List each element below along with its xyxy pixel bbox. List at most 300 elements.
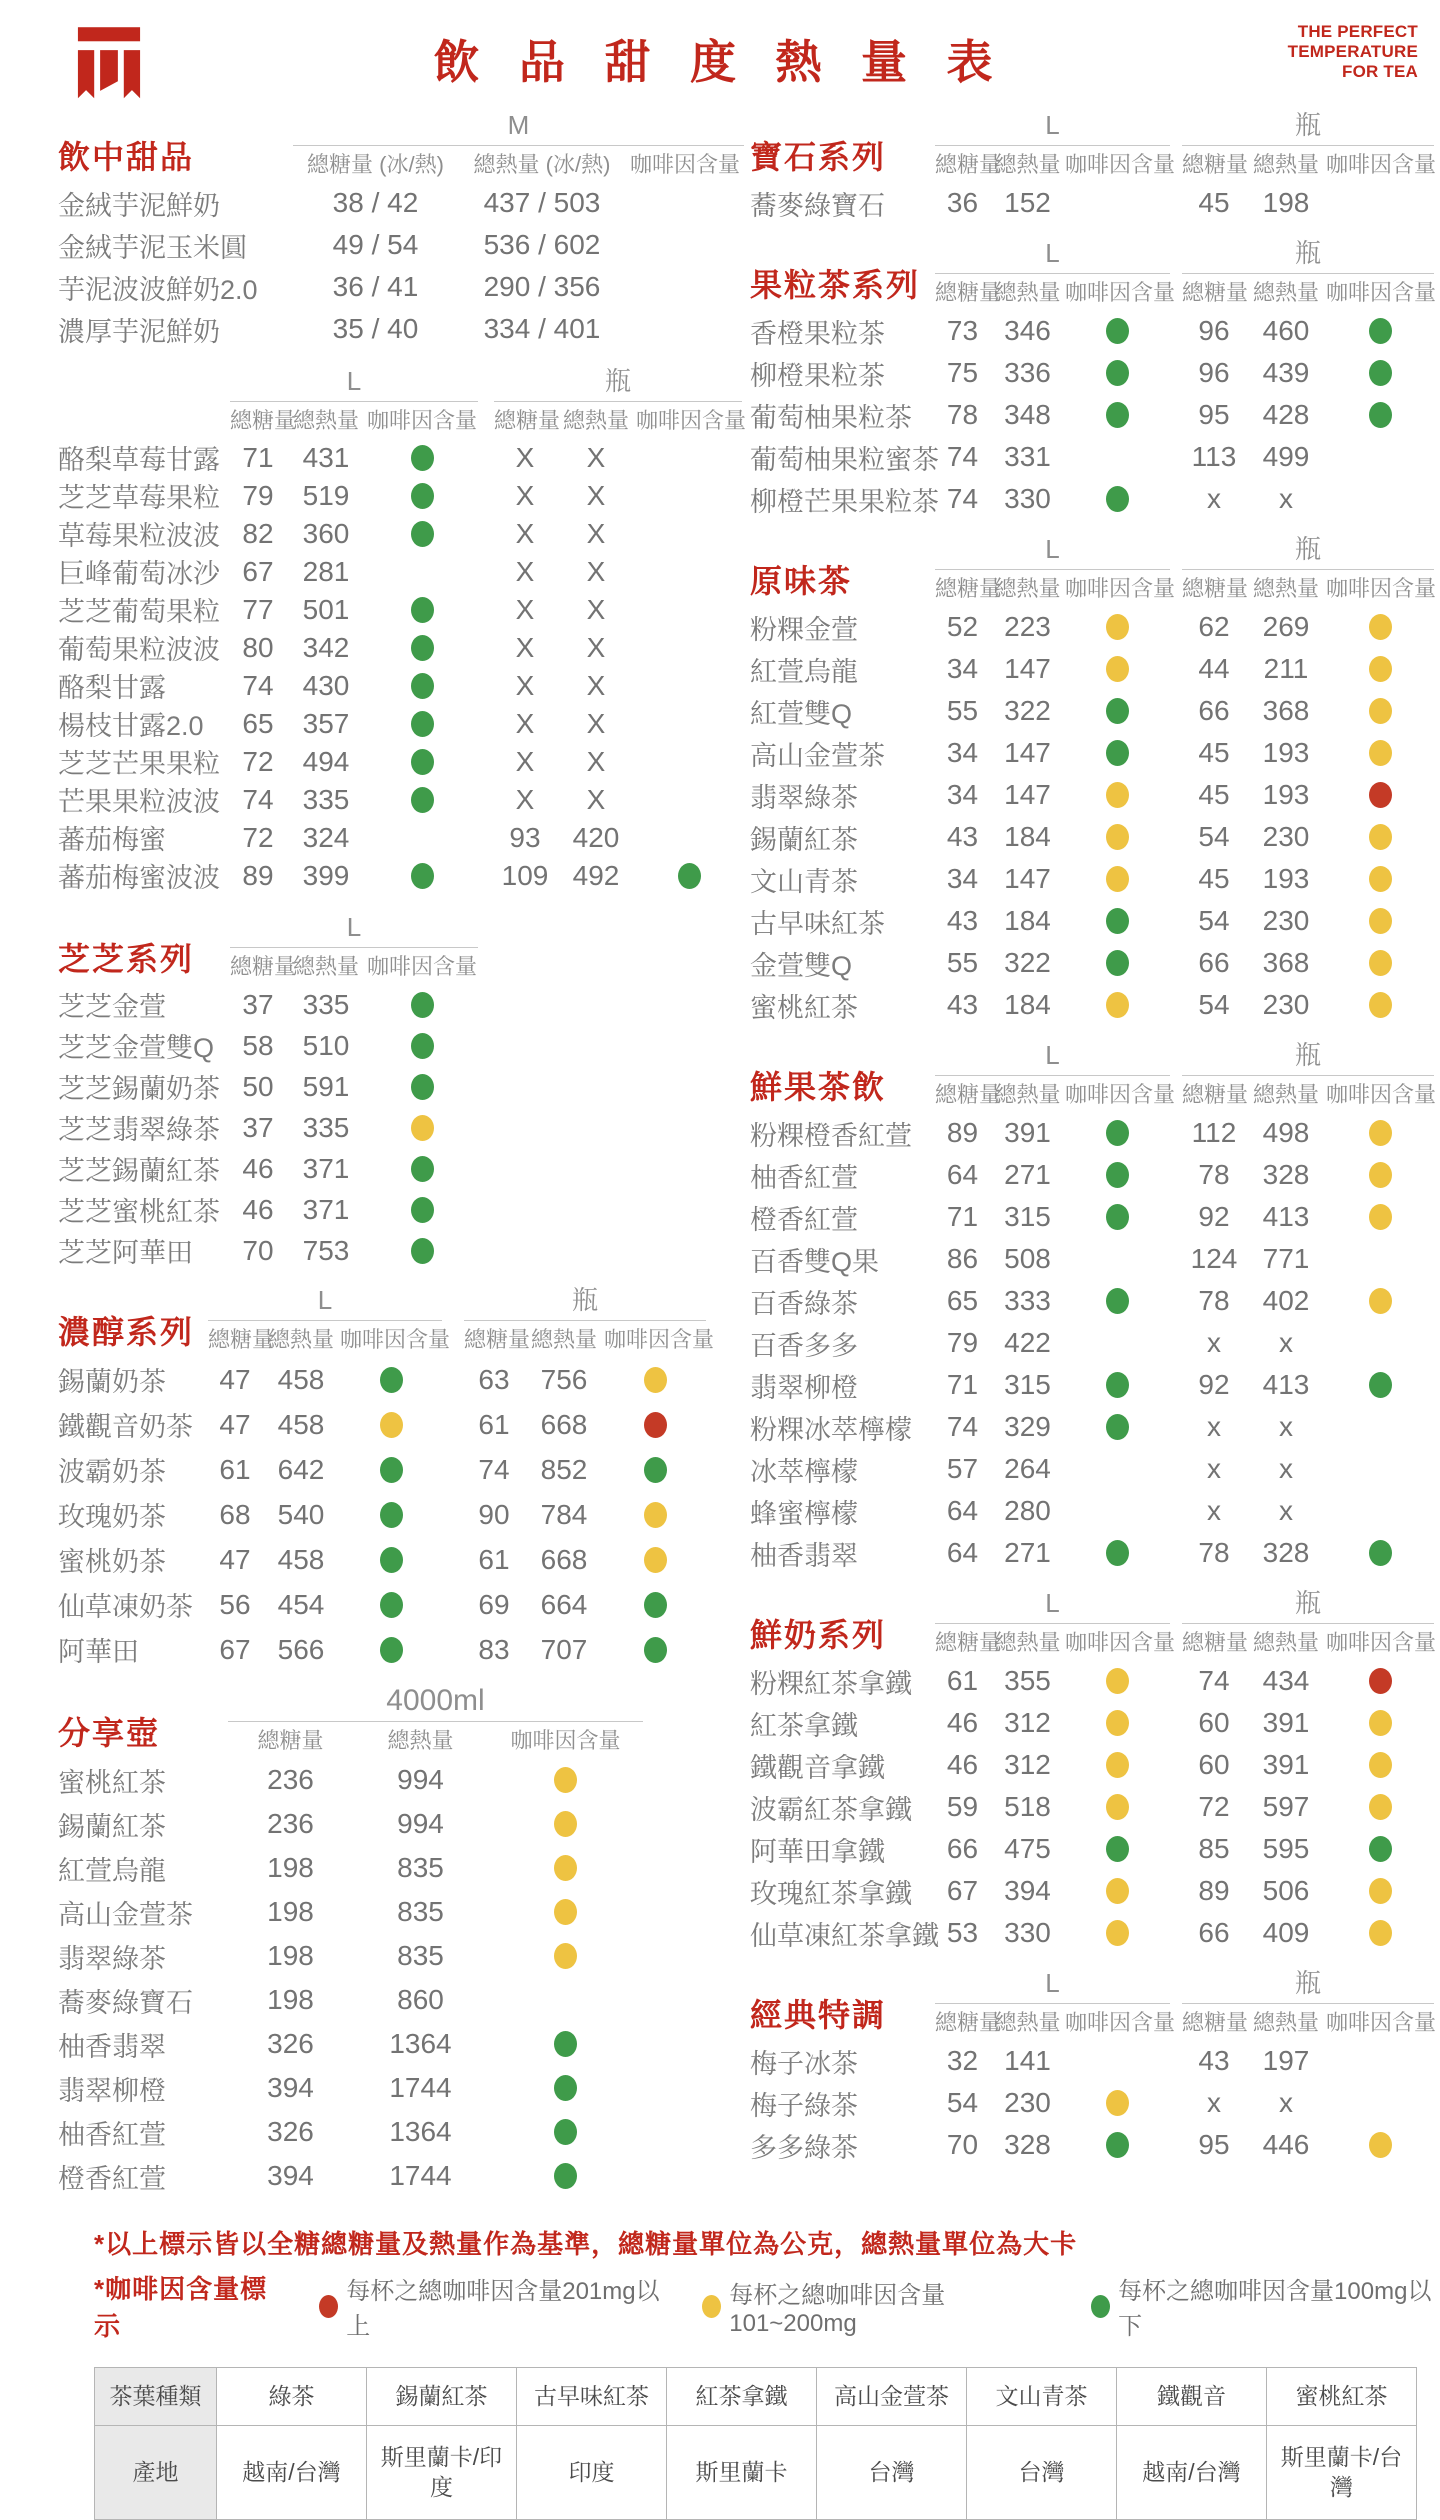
sugar-value: 54 xyxy=(1198,821,1230,852)
caffeine-cell xyxy=(366,483,478,509)
caffeine-cell xyxy=(1326,1120,1434,1146)
column-header: 總熱量 xyxy=(1252,1630,1319,1655)
item-name: 鐵觀音奶茶 xyxy=(58,1412,193,1442)
calorie-value: 330 xyxy=(1004,483,1051,514)
calorie-value: 391 xyxy=(1004,1117,1051,1148)
caffeine-cell xyxy=(366,1033,478,1059)
caffeine-dot-green xyxy=(1106,402,1129,428)
sugar-value: 86 xyxy=(946,1243,979,1274)
item-name: 酪梨草莓甘露 xyxy=(58,445,220,475)
sugar-value: 67 xyxy=(242,555,274,587)
caffeine-dot-red xyxy=(644,1412,667,1438)
caffeine-dot-red xyxy=(1369,782,1392,808)
caffeine-dot-green xyxy=(1106,360,1129,386)
calorie-value: 1364 xyxy=(389,2028,452,2059)
calorie-value: 290 / 356 xyxy=(483,271,601,302)
caffeine-cell xyxy=(1065,782,1170,808)
sugar-value: 64 xyxy=(946,1159,979,1190)
caffeine-cell xyxy=(636,863,742,889)
column-header: 咖啡因含量 xyxy=(629,152,740,177)
column-header: 咖啡因含量 xyxy=(510,1728,621,1753)
caffeine-cell xyxy=(366,445,478,471)
legend-text: 每杯之總咖啡因含量100mg以下 xyxy=(1118,2278,1432,2340)
tea-type-cell: 高山金萱茶 xyxy=(817,2368,967,2426)
caffeine-cell xyxy=(340,1412,442,1438)
calorie-value: X xyxy=(586,441,606,473)
page-header xyxy=(0,0,1440,108)
item-name: 金萱雙Q xyxy=(750,950,853,981)
calorie-value: 458 xyxy=(277,1408,325,1440)
size-label: M xyxy=(293,108,744,146)
size-label: 瓶 xyxy=(1182,532,1434,570)
size-label: L xyxy=(935,532,1170,570)
caffeine-dot-yellow xyxy=(554,1855,577,1881)
item-name: 巨峰葡萄冰沙 xyxy=(58,559,220,589)
menu-item-row xyxy=(58,1890,750,1934)
caffeine-cell xyxy=(1326,1710,1434,1736)
caffeine-dot-yellow xyxy=(644,1367,667,1393)
menu-item-row xyxy=(750,1786,1440,1828)
menu-item-row xyxy=(58,182,750,224)
caffeine-cell xyxy=(366,1238,478,1264)
caffeine-dot-yellow xyxy=(1369,740,1392,766)
column-header: 總糖量 xyxy=(257,1728,324,1753)
caffeine-cell xyxy=(340,1457,442,1483)
calorie-value: 771 xyxy=(1262,1243,1310,1274)
size-label: 4000ml xyxy=(228,1684,643,1722)
caffeine-cell xyxy=(488,2075,643,2101)
calorie-value: 428 xyxy=(1262,399,1310,430)
calorie-value: 147 xyxy=(1004,737,1051,768)
caffeine-dot-green xyxy=(380,1547,403,1573)
caffeine-dot-yellow xyxy=(380,1412,403,1438)
sugar-value: 65 xyxy=(242,707,274,739)
menu-item-row xyxy=(58,1582,750,1627)
caffeine-dot-yellow xyxy=(1369,824,1392,850)
caffeine-cell xyxy=(1065,950,1170,976)
sugar-value: 236 xyxy=(267,1764,314,1795)
calorie-value: 371 xyxy=(302,1193,350,1225)
item-name: 葡萄柚果粒蜜茶 xyxy=(750,444,939,475)
sugar-value: 52 xyxy=(946,611,979,642)
sugar-value: 54 xyxy=(1198,905,1230,936)
item-name: 玫瑰奶茶 xyxy=(58,1502,166,1532)
menu-item-row xyxy=(58,818,750,856)
item-name: 波霸奶茶 xyxy=(58,1457,166,1487)
origin-cell: 斯里蘭卡/台灣 xyxy=(1267,2426,1417,2520)
caffeine-cell xyxy=(1065,740,1170,766)
sugar-value: 113 xyxy=(1191,441,1237,472)
column-header: 總熱量 xyxy=(1252,576,1319,601)
item-name: 蜜桃紅茶 xyxy=(58,1767,166,1798)
calorie-value: 280 xyxy=(1004,1495,1051,1526)
tea-type-cell: 文山青茶 xyxy=(967,2368,1117,2426)
sugar-value: 66 xyxy=(1198,947,1230,978)
calorie-value: 271 xyxy=(1004,1537,1051,1568)
right-column xyxy=(750,108,1440,2210)
menu-item-row xyxy=(58,1447,750,1492)
item-name: 仙草凍奶茶 xyxy=(58,1592,193,1622)
column-header: 咖啡因含量 xyxy=(1065,576,1176,601)
calorie-value: x xyxy=(1279,2087,1293,2118)
sugar-value: 236 xyxy=(267,1808,314,1839)
sugar-value: x xyxy=(1207,1411,1221,1442)
calorie-value: 994 xyxy=(397,1764,444,1795)
calorie-value: 994 xyxy=(397,1808,444,1839)
sugar-value: 198 xyxy=(267,1940,314,1971)
legend-dot-yellow xyxy=(702,2295,721,2318)
caffeine-dot-green xyxy=(644,1637,667,1663)
sugar-value: 62 xyxy=(1198,611,1230,642)
calorie-value: 519 xyxy=(302,479,350,511)
calorie-value: 420 xyxy=(572,821,620,853)
column-header: 總熱量 xyxy=(994,576,1061,601)
calorie-value: 360 xyxy=(302,517,350,549)
item-name: 金絨芋泥玉米圓 xyxy=(58,232,247,263)
sugar-value: 36 / 41 xyxy=(332,271,419,302)
caffeine-dot-green xyxy=(411,749,434,775)
column-header: 總熱量 xyxy=(387,1728,454,1753)
caffeine-cell xyxy=(1065,1836,1170,1862)
caffeine-dot-green xyxy=(1106,1288,1129,1314)
sugar-value: 54 xyxy=(1198,989,1230,1020)
size-label: 瓶 xyxy=(464,1283,706,1321)
sugar-value: 198 xyxy=(267,1896,314,1927)
tea-type-cell: 蜜桃紅茶 xyxy=(1267,2368,1417,2426)
calorie-value: 184 xyxy=(1004,821,1051,852)
caffeine-cell xyxy=(366,597,478,623)
calorie-value: 431 xyxy=(302,441,350,473)
calorie-value: 784 xyxy=(540,1498,588,1530)
caffeine-cell xyxy=(488,2119,643,2145)
caffeine-dot-green xyxy=(411,1074,434,1100)
column-header: 總糖量 xyxy=(935,152,1002,177)
caffeine-dot-green xyxy=(554,2031,577,2057)
calorie-value: 458 xyxy=(277,1363,325,1395)
section-title: 芝芝系列 xyxy=(58,941,195,977)
sugar-value: 74 xyxy=(242,669,274,701)
calorie-value: 506 xyxy=(1262,1875,1310,1906)
calorie-value: X xyxy=(586,745,606,777)
caffeine-cell xyxy=(366,711,478,737)
column-header: 總熱量 xyxy=(292,408,359,433)
caffeine-cell xyxy=(366,635,478,661)
caffeine-dot-yellow xyxy=(1369,1794,1392,1820)
column-header: 總糖量 xyxy=(935,576,1002,601)
sugar-value: 90 xyxy=(478,1498,510,1530)
calorie-value: 494 xyxy=(302,745,350,777)
calorie-value: 413 xyxy=(1262,1201,1310,1232)
calorie-value: 707 xyxy=(540,1633,588,1665)
caffeine-dot-green xyxy=(411,521,434,547)
sugar-value: 37 xyxy=(242,988,274,1020)
sugar-value: 50 xyxy=(242,1070,274,1102)
caffeine-dot-yellow xyxy=(644,1502,667,1528)
calorie-value: 330 xyxy=(1004,1917,1051,1948)
caffeine-cell xyxy=(1326,1836,1434,1862)
sugar-value: 74 xyxy=(1198,1665,1230,1696)
caffeine-cell xyxy=(1326,1920,1434,1946)
caffeine-dot-yellow xyxy=(1369,1878,1392,1904)
calorie-value: 334 / 401 xyxy=(483,313,601,344)
menu-item-row xyxy=(58,514,750,552)
calorie-value: 518 xyxy=(1004,1791,1051,1822)
sugar-value: 34 xyxy=(946,863,979,894)
caffeine-dot-yellow xyxy=(554,1943,577,1969)
calorie-value: 147 xyxy=(1004,653,1051,684)
caffeine-cell xyxy=(604,1367,706,1393)
sugar-value: 71 xyxy=(946,1369,979,1400)
menu-item-row xyxy=(750,1154,1440,1196)
caffeine-dot-green xyxy=(1106,1540,1129,1566)
column-header: 總糖量 xyxy=(208,1327,275,1352)
legend-dot-green xyxy=(1091,2295,1110,2318)
calorie-value: 368 xyxy=(1262,695,1310,726)
caffeine-cell xyxy=(1065,1120,1170,1146)
legend-text: 每杯之總咖啡因含量201mg以上 xyxy=(346,2278,660,2340)
sugar-value: 46 xyxy=(946,1707,979,1738)
column-header: 總熱量 (冰/熱) xyxy=(473,152,611,177)
caffeine-cell xyxy=(1065,1204,1170,1230)
calorie-value: 322 xyxy=(1004,695,1051,726)
caffeine-cell xyxy=(488,2163,643,2189)
column-header: 總糖量 xyxy=(230,954,297,979)
caffeine-dot-yellow xyxy=(1369,1752,1392,1778)
menu-item-row xyxy=(58,742,750,780)
sugar-value: 74 xyxy=(946,483,979,514)
caffeine-dot-green xyxy=(411,1033,434,1059)
menu-item-row xyxy=(750,310,1440,352)
menu-item-row xyxy=(58,266,750,308)
caffeine-cell xyxy=(604,1637,706,1663)
calorie-value: 230 xyxy=(1262,905,1310,936)
item-name: 蜜桃紅茶 xyxy=(750,992,858,1023)
item-name: 柚香紅萱 xyxy=(58,2119,166,2150)
caffeine-dot-green xyxy=(1106,486,1129,512)
calorie-value: 328 xyxy=(1262,1537,1310,1568)
calorie-value: 335 xyxy=(302,783,350,815)
caffeine-dot-green xyxy=(411,1156,434,1182)
caffeine-cell xyxy=(1326,782,1434,808)
calorie-value: 422 xyxy=(1004,1327,1051,1358)
calorie-value: 668 xyxy=(540,1408,588,1440)
sugar-value: 89 xyxy=(946,1117,979,1148)
column-header: 咖啡因含量 xyxy=(1326,280,1437,305)
caffeine-cell xyxy=(1065,2132,1170,2158)
menu-item-row xyxy=(750,774,1440,816)
size-label: L xyxy=(208,1283,442,1321)
item-name: 柚香翡翠 xyxy=(58,2031,166,2062)
caffeine-dot-green xyxy=(1106,1204,1129,1230)
sugar-value: 66 xyxy=(1198,695,1230,726)
caffeine-cell xyxy=(488,1943,643,1969)
calorie-value: 184 xyxy=(1004,905,1051,936)
calorie-value: 499 xyxy=(1262,441,1310,472)
section-classic-specials xyxy=(750,1966,1440,2166)
column-header: 總熱量 xyxy=(1252,152,1319,177)
sugar-value: 56 xyxy=(219,1588,251,1620)
calorie-value: X xyxy=(586,517,606,549)
calorie-value: 1744 xyxy=(389,2160,452,2191)
menu-item-row xyxy=(58,1025,750,1066)
menu-item-row xyxy=(750,1280,1440,1322)
sugar-value: X xyxy=(515,783,535,815)
calorie-value: X xyxy=(586,479,606,511)
column-header: 咖啡因含量 xyxy=(366,954,477,979)
calorie-value: x xyxy=(1279,483,1293,514)
calorie-value: 413 xyxy=(1262,1369,1310,1400)
sugar-value: 95 xyxy=(1198,2129,1230,2160)
menu-item-row xyxy=(750,436,1440,478)
menu-item-row xyxy=(58,1492,750,1537)
caffeine-cell xyxy=(366,1197,478,1223)
caffeine-cell xyxy=(1326,908,1434,934)
calorie-value: 211 xyxy=(1263,653,1309,684)
slogan-line: TEMPERATURE xyxy=(1287,42,1418,62)
menu-item-row xyxy=(58,590,750,628)
section-header xyxy=(58,1684,750,1758)
sugar-value: 74 xyxy=(946,1411,979,1442)
calorie-value: 223 xyxy=(1004,611,1051,642)
sugar-value: 63 xyxy=(478,1363,510,1395)
item-name: 百香雙Q果 xyxy=(750,1246,880,1277)
sugar-value: 67 xyxy=(219,1633,251,1665)
item-name: 梅子綠茶 xyxy=(750,2090,858,2121)
sugar-value: 53 xyxy=(946,1917,979,1948)
sugar-value: 92 xyxy=(1198,1369,1230,1400)
section-title: 原味茶 xyxy=(750,563,853,599)
caffeine-cell xyxy=(366,1074,478,1100)
calorie-value: 342 xyxy=(302,631,350,663)
item-name: 柚香紅萱 xyxy=(750,1162,858,1193)
size-label: 瓶 xyxy=(1182,108,1434,146)
menu-item-row xyxy=(58,1978,750,2022)
caffeine-cell xyxy=(1065,1794,1170,1820)
caffeine-dot-green xyxy=(644,1592,667,1618)
section-fresh-milk-series xyxy=(750,1586,1440,1954)
caffeine-cell xyxy=(604,1547,706,1573)
legend-text: 每杯之總咖啡因含量101~200mg xyxy=(729,2281,946,2337)
caffeine-dot-yellow xyxy=(1369,908,1392,934)
column-header: 咖啡因含量 xyxy=(1326,152,1437,177)
calorie-value: 328 xyxy=(1004,2129,1051,2160)
caffeine-cell xyxy=(1326,866,1434,892)
menu-item-row xyxy=(750,1406,1440,1448)
sugar-value: 61 xyxy=(946,1665,979,1696)
caffeine-dot-green xyxy=(380,1637,403,1663)
calorie-value: 510 xyxy=(302,1029,350,1061)
menu-item-row xyxy=(750,984,1440,1026)
caffeine-dot-green xyxy=(1106,698,1129,724)
calorie-value: 860 xyxy=(397,1984,444,2015)
sugar-value: X xyxy=(515,441,535,473)
sugar-value: 95 xyxy=(1198,399,1230,430)
calorie-value: 331 xyxy=(1004,441,1051,472)
column-header: 總熱量 xyxy=(267,1327,334,1352)
sugar-value: 71 xyxy=(946,1201,979,1232)
sugar-value: 49 / 54 xyxy=(332,229,419,260)
sugar-value: x xyxy=(1207,2087,1221,2118)
caffeine-cell xyxy=(340,1637,442,1663)
item-name: 芝芝金萱 xyxy=(58,992,166,1022)
size-label: 瓶 xyxy=(1182,236,1434,274)
item-name: 芝芝草莓果粒 xyxy=(58,483,220,513)
item-name: 芝芝阿華田 xyxy=(58,1238,193,1268)
menu-item-row xyxy=(58,628,750,666)
sugar-value: 79 xyxy=(242,479,274,511)
menu-item-row xyxy=(750,2082,1440,2124)
section-header xyxy=(750,236,1440,310)
caffeine-cell xyxy=(340,1367,442,1393)
caffeine-dot-green xyxy=(1106,1372,1129,1398)
caffeine-cell xyxy=(1065,1540,1170,1566)
caffeine-cell xyxy=(1065,824,1170,850)
menu-item-row xyxy=(750,1322,1440,1364)
caffeine-cell xyxy=(604,1502,706,1528)
section-header xyxy=(58,1283,750,1357)
caffeine-cell xyxy=(1326,1878,1434,1904)
caffeine-dot-green xyxy=(644,1457,667,1483)
menu-item-row xyxy=(750,478,1440,520)
slogan-line: THE PERFECT xyxy=(1297,22,1418,41)
caffeine-dot-yellow xyxy=(1106,1920,1129,1946)
caffeine-cell xyxy=(1326,318,1434,344)
sugar-value: 66 xyxy=(946,1833,979,1864)
item-name: 紅萱烏龍 xyxy=(58,1855,166,1886)
sugar-value: X xyxy=(515,707,535,739)
caffeine-cell xyxy=(1065,486,1170,512)
calorie-value: 336 xyxy=(1004,357,1051,388)
origin-row-label: 茶葉種類 xyxy=(95,2368,217,2426)
section-gem-series xyxy=(750,108,1440,224)
sugar-value: 34 xyxy=(946,653,979,684)
menu-item-row xyxy=(750,690,1440,732)
menu-item-row xyxy=(750,1364,1440,1406)
calorie-value: 434 xyxy=(1262,1665,1310,1696)
caffeine-cell xyxy=(1326,656,1434,682)
caffeine-dot-green xyxy=(1106,1414,1129,1440)
calorie-value: 269 xyxy=(1262,611,1310,642)
calorie-value: 391 xyxy=(1262,1749,1310,1780)
caffeine-cell xyxy=(488,1899,643,1925)
column-header: 總糖量 xyxy=(494,408,561,433)
calorie-value: 193 xyxy=(1262,863,1310,894)
section-header xyxy=(750,108,1440,182)
calorie-value: X xyxy=(586,593,606,625)
caffeine-dot-green xyxy=(1106,950,1129,976)
size-label: L xyxy=(935,1586,1170,1624)
calorie-value: 322 xyxy=(1004,947,1051,978)
caffeine-dot-yellow xyxy=(1106,824,1129,850)
menu-item-row xyxy=(750,1702,1440,1744)
caffeine-dot-green xyxy=(380,1457,403,1483)
calorie-value: 508 xyxy=(1004,1243,1051,1274)
item-name: 橙香紅萱 xyxy=(58,2163,166,2194)
calorie-value: 437 / 503 xyxy=(483,187,601,218)
caffeine-cell xyxy=(1065,402,1170,428)
menu-item-row xyxy=(58,1934,750,1978)
caffeine-dot-green xyxy=(411,863,434,889)
calorie-value: 230 xyxy=(1262,821,1310,852)
calorie-value: 264 xyxy=(1004,1453,1051,1484)
section-sweet-toppings xyxy=(58,108,750,350)
sugar-value: 89 xyxy=(1198,1875,1230,1906)
item-name: 高山金萱茶 xyxy=(58,1899,193,1930)
menu-item-row xyxy=(58,1402,750,1447)
column-header: 咖啡因含量 xyxy=(604,1327,715,1352)
sugar-value: 83 xyxy=(478,1633,510,1665)
caffeine-dot-yellow xyxy=(1369,866,1392,892)
